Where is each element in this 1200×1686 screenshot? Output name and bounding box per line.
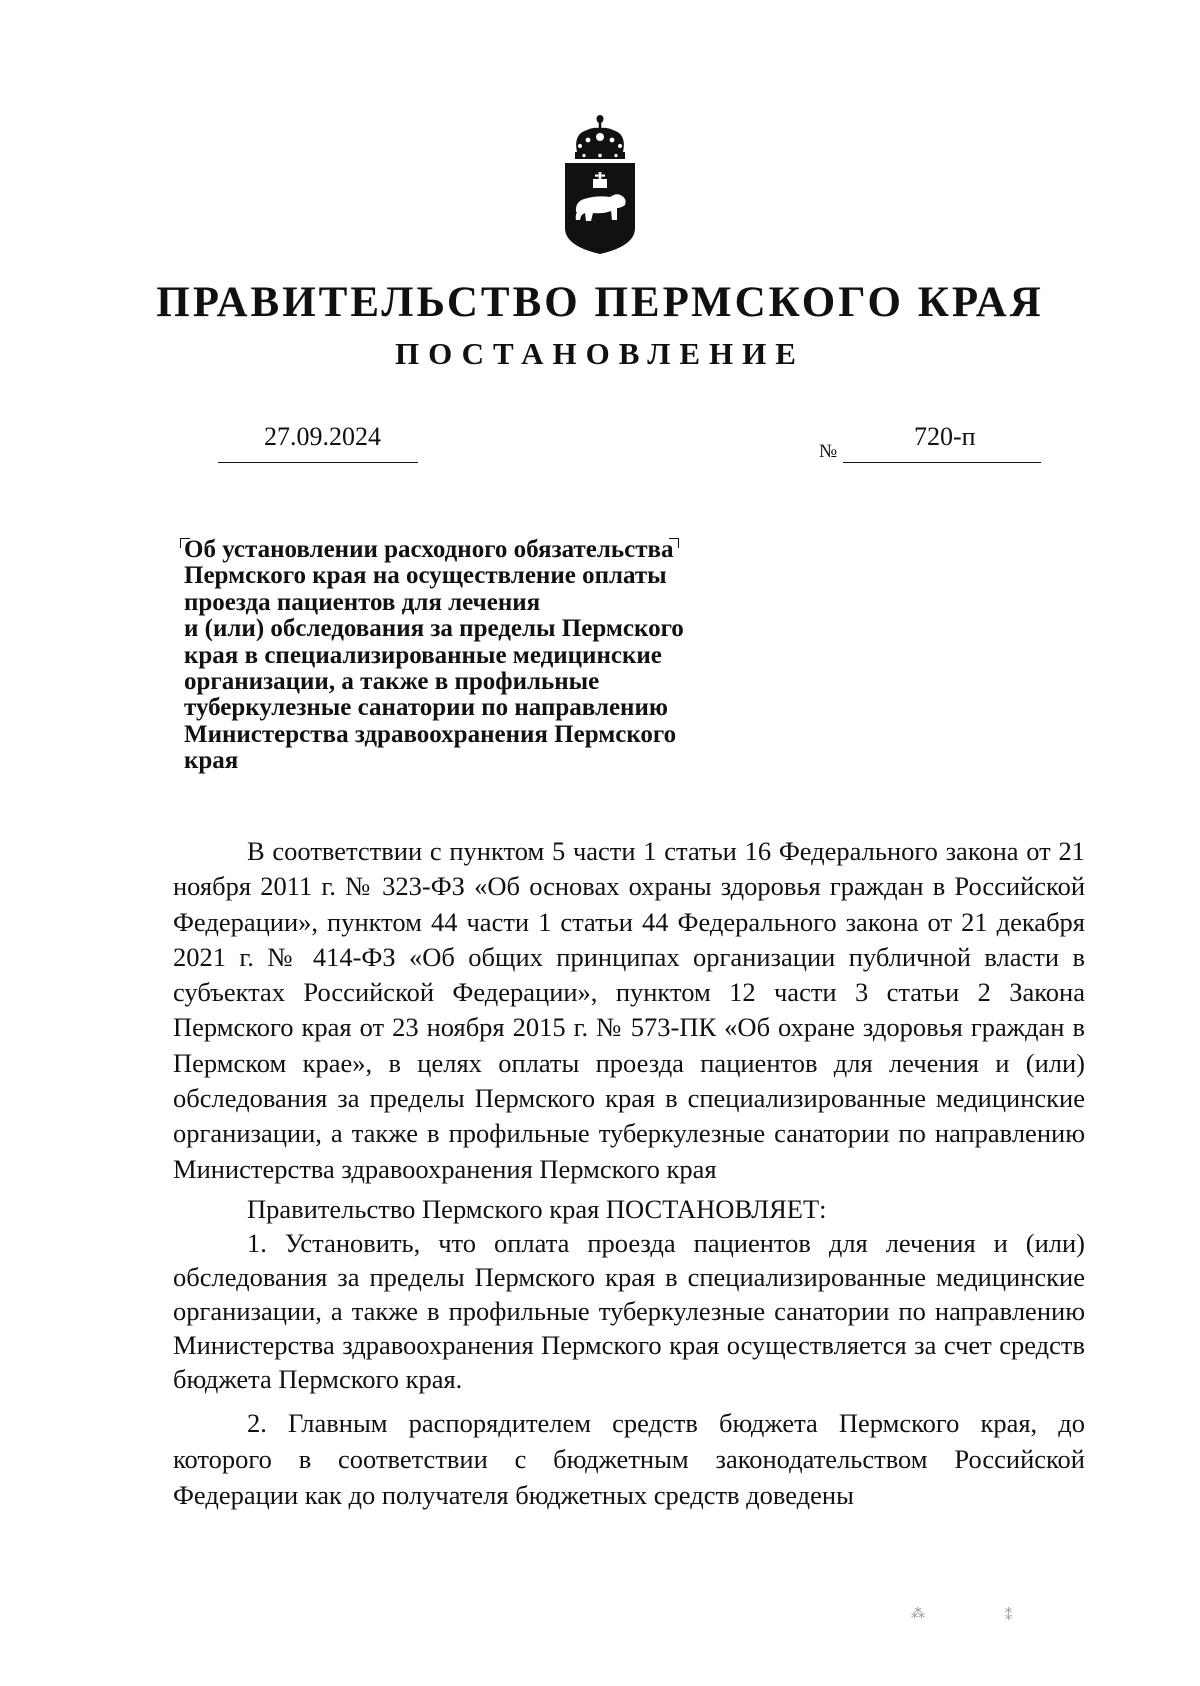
subject-line: края	[184, 747, 239, 775]
document-body	[173, 834, 1085, 1513]
subject-line: туберкулезные санатории по направлению	[184, 694, 668, 722]
crown-icon	[575, 115, 625, 159]
subject-line: организации, а также в профильные	[184, 668, 600, 696]
document-date: 27.09.2024	[264, 422, 381, 451]
item-1-paragraph: 1. Установить, что оплата проезда пациентов для лечения и (или) обследования за пределы Пермского края в специализированные медицинские организации, а также в профильные туберкулезные санатории по направлению Министерства здравоохранения Пермского края осуществляется за счет средств бюджета Пермского края.	[173, 1227, 1085, 1394]
resolves-paragraph: Правительство Пермского края ПОСТАНОВЛЯЕТ:	[247, 1193, 827, 1224]
subject-line: Министерства здравоохранения Пермского	[184, 720, 677, 748]
preamble-paragraph: В соответствии с пунктом 5 части 1 статьи 16 Федерального закона от 21 ноября 2011 г. № 323-ФЗ «Об основах охраны здоровья граждан в Российской Федерации», пунктом 44 части 1 статьи 44 Федерального закона от 21 декабря 2021 г. № 414-ФЗ «Об общих принципах организации публичной власти в субъектах Российской Федерации», пунктом 12 части 3 статьи 2 Закона Пермского края от 23 ноября 2015 г. № 573-ПК «Об охране здоровья граждан в Пермском крае», в целях оплаты проезда пациентов для лечения и (или) обследования за пределы Пермского края в специализированные медицинские организации, а также в профильные туберкулезные санатории по направлению Министерства здравоохранения Пермского края	[173, 836, 1085, 1184]
item-2-paragraph: 2. Главным распорядителем средств бюджета Пермского края, до которого в соответствии с бюджетным законодательством Российской Федерации как до получателя бюджетных средств доведены	[173, 1407, 1085, 1510]
number-sign: №	[819, 441, 838, 462]
date-field	[218, 418, 418, 463]
document-number: 720-п	[914, 422, 976, 451]
scan-artifact: ⁑	[1005, 1609, 1012, 1624]
organization-title: ПРАВИТЕЛЬСТВО ПЕРМСКОГО КРАЯ	[156, 279, 1044, 326]
subject-line: Пермского края на осуществление оплаты	[184, 562, 667, 590]
coat-of-arms-icon	[563, 110, 637, 262]
document-type: ПОСТАНОВЛЕНИЕ	[395, 336, 805, 371]
subject-line: проезда пациентов для лечения	[184, 588, 541, 616]
number-field	[843, 418, 1041, 463]
subject-line: и (или) обследования за пределы Пермского	[184, 615, 684, 643]
subject-line: края в специализированные медицинские	[184, 641, 662, 669]
document-subject	[184, 537, 764, 775]
subject-line: Об установлении расходного обязательства	[184, 536, 674, 563]
scan-artifact: ⁂	[911, 1607, 925, 1622]
